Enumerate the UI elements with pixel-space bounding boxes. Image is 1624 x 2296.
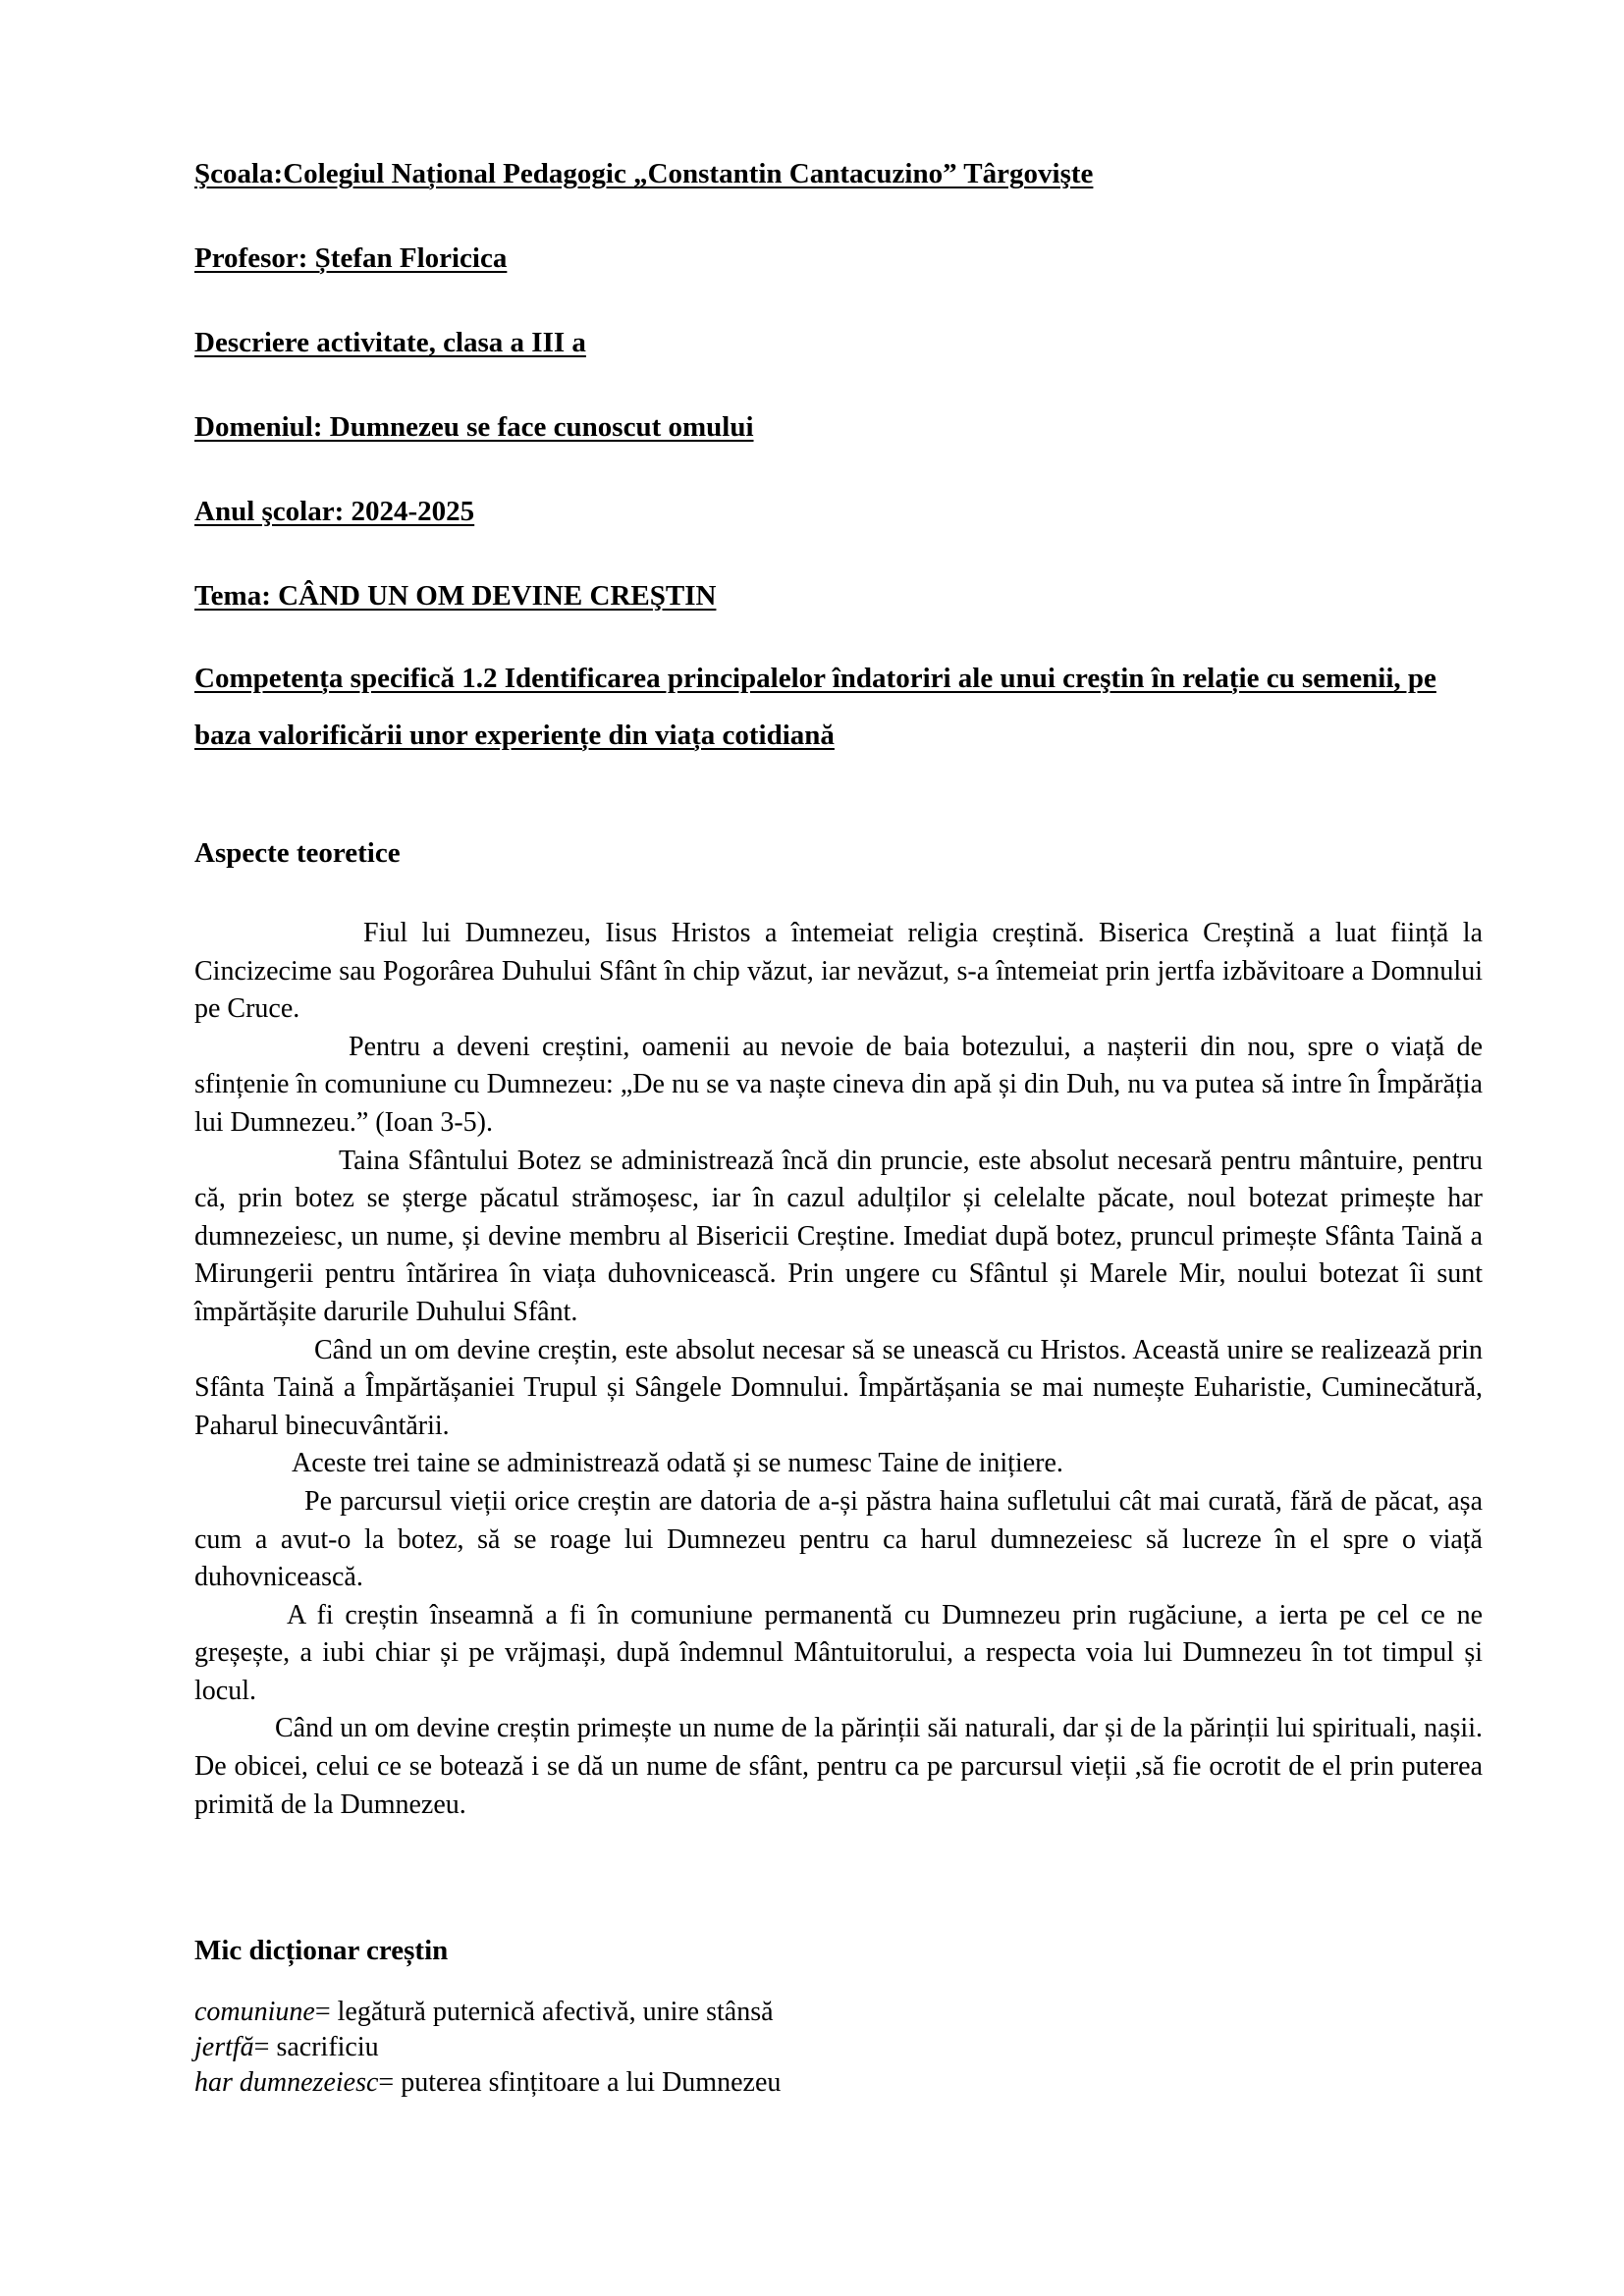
dictionary-term: comuniune: [194, 1997, 315, 2027]
paragraph-5: Aceste trei taine se administrează odată și se numesc Taine de inițiere.: [292, 1448, 1063, 1479]
paragraph-3: Taina Sfântului Botez se administrează încă din pruncie, este absolut necesară pentru mântuire, pentru că, prin botez se șterge păcatul strămoșesc, iar în cazul adulților și celelalte păcate, noul botezat primește har dumnezeiesc, un nume, și devine membru al Bisericii Creștine. Imediat după botez, pruncul primește Sfânta Taină a Mirungerii pentru întărirea în viața duhovnicească. Prin ungere cu Sfântul și Marele Mir, noului botezat îi sunt împărtășite darurile Duhului Sfânt.: [194, 1145, 1483, 1327]
domain-heading: Domeniul: Dumnezeu se face cunoscut omului: [194, 411, 754, 443]
theory-body: [194, 915, 1483, 1824]
dictionary-definition: = legătură puternică afectivă, unire stânsă: [314, 1997, 774, 2027]
dictionary-definition: = puterea sfințitoare a lui Dumnezeu: [378, 2067, 782, 2098]
dictionary-term: har dumnezeiesc: [194, 2067, 379, 2098]
paragraph-4: Când un om devine creștin, este absolut necesar să se unească cu Hristos. Această unire se realizează prin Sfânta Taină a Împărtășaniei Trupul și Sângele Domnului. Împărtășania se mai numește Euharistie, Cuminecătură, Paharul binecuvântării.: [194, 1334, 1483, 1441]
dictionary-entry: [194, 1995, 781, 2030]
dictionary-section-title: Mic dicționar creștin: [194, 1935, 449, 1966]
paragraph-6: Pe parcursul vieții orice creștin are datoria de a-și păstra haina sufletului cât mai curată, fără de păcat, așa cum a avut-o la botez, să se roage lui Dumnezeu pentru ca harul dumnezeiesc să lucreze în el spre o viață duhovnicească.: [194, 1485, 1483, 1593]
school-year-heading: Anul şcolar: 2024-2025: [194, 496, 475, 527]
paragraph-2: Pentru a deveni creștini, oamenii au nevoie de baia botezului, a nașterii din nou, spre o viață de sfințenie în comuniune cu Dumnezeu: „De nu se va naște cineva din apă și din Duh, nu va putea să intre în Împărăția lui Dumnezeu.” (Ioan 3-5).: [194, 1031, 1483, 1138]
activity-heading: Descriere activitate, clasa a III a: [194, 327, 586, 358]
theme-heading: Tema: CÂND UN OM DEVINE CREŞTIN: [194, 580, 717, 612]
teacher-heading: Profesor: Ștefan Floricica: [194, 242, 508, 274]
dictionary-entry: [194, 2065, 781, 2101]
paragraph-7: A fi creștin înseamnă a fi în comuniune permanentă cu Dumnezeu prin rugăciune, a ierta pe cel ce ne greșește, a iubi chiar și pe vrăjmași, după îndemnul Mântuitorului, a respecta voia lui Dumnezeu în tot timpul și locul.: [194, 1599, 1483, 1706]
theory-section-title: Aspecte teoretice: [194, 837, 401, 869]
school-heading: Şcoala:Colegiul Național Pedagogic „Constantin Cantacuzino” Târgovişte: [194, 158, 1094, 189]
dictionary-term: jertfă: [194, 2032, 254, 2062]
dictionary-list: [194, 1995, 781, 2101]
dictionary-entry: [194, 2030, 781, 2065]
paragraph-1: Fiul lui Dumnezeu, Iisus Hristos a întemeiat religia creștină. Biserica Creștină a luat ființă la Cincizecime sau Pogorârea Duhului Sfânt în chip văzut, iar nevăzut, s-a întemeiat prin jertfa izbăvitoare a Domnului pe Cruce.: [194, 918, 1483, 1025]
competence-heading: Competența specifică 1.2 Identificarea principalelor îndatoriri ale unui creştin în relație cu semenii, pe baza valorificării unor experiențe din viața cotidiană: [194, 663, 1436, 751]
dictionary-definition: = sacrificiu: [253, 2032, 379, 2062]
paragraph-8: Când un om devine creștin primește un nume de la părinții săi naturali, dar și de la părinții lui spirituali, nașii. De obicei, celui ce se botează i se dă un nume de sfânt, pentru ca pe parcursul vieții ,să fie ocrotit de el prin puterea primită de la Dumnezeu.: [194, 1713, 1483, 1820]
